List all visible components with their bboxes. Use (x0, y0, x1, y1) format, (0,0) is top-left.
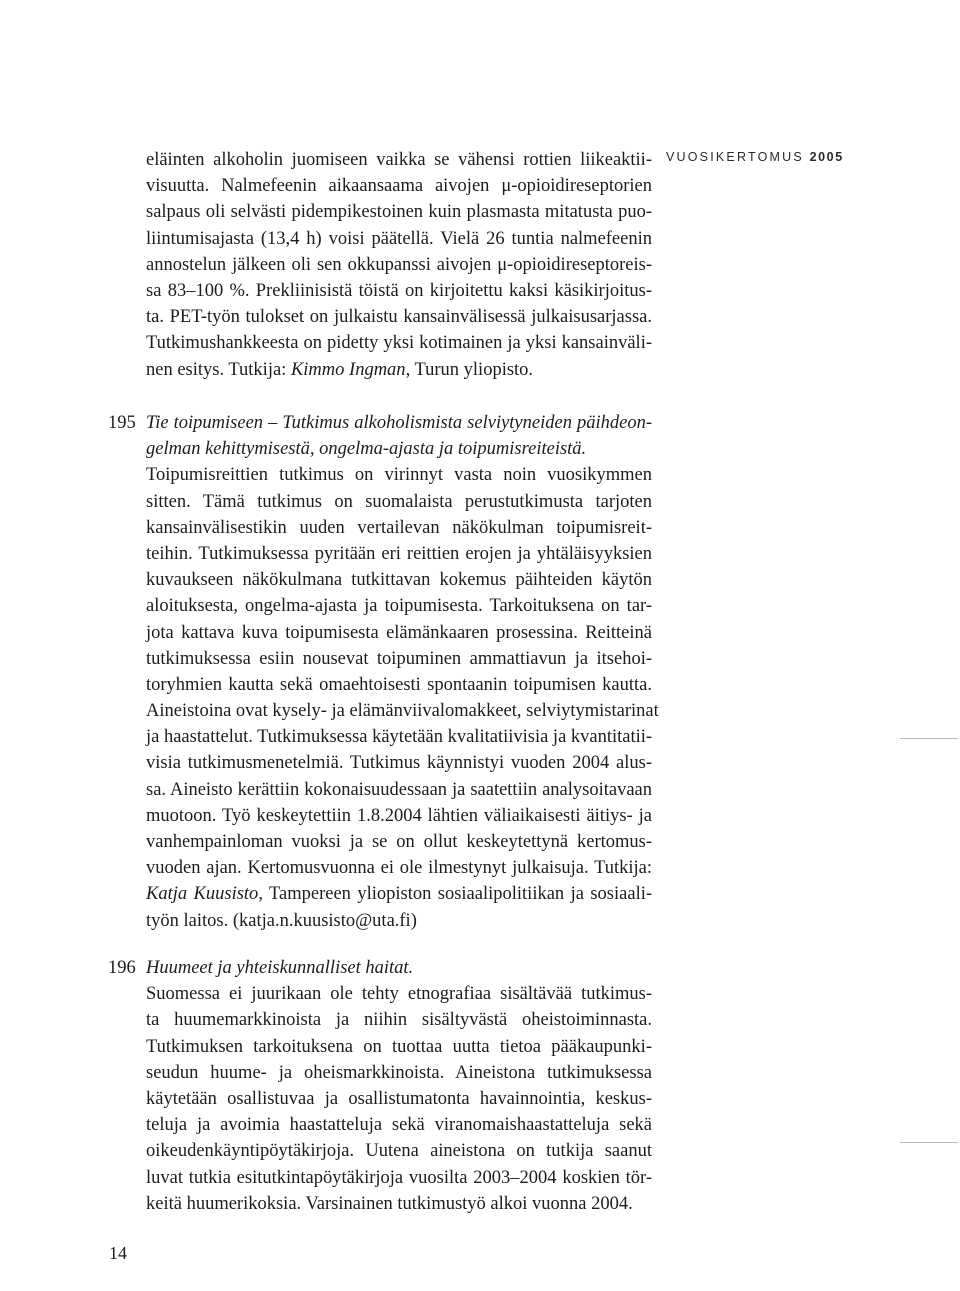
text-line: kansainvälisestikin uuden vertailevan näkökulman toipumisreit- (146, 517, 652, 538)
text-line: toryhmien kautta sekä omaehtoisesti spontaanin toipumisen kautta. (146, 674, 652, 695)
text-line: luvat tutkia esitutkintapöytäkirjoja vuosilta 2003–2004 koskien tör- (146, 1167, 652, 1188)
text-line: muotoon. Työ keskeytettiin 1.8.2004 lähtien väliaikaisesti äitiys- ja (146, 805, 652, 826)
researcher-label: nen esitys. Tutkija: (146, 359, 291, 380)
entry-title-line: Huumeet ja yhteiskunnalliset haitat. (146, 958, 414, 978)
text-line: vanhempainloman vuoksi ja se on ollut keskeytettynä kertomus- (146, 832, 652, 852)
text-line: ta. PET-työn tulokset on julkaistu kansainvälisessä julkaisusarjassa. (146, 307, 652, 328)
entry-title-line: gelman kehittymisestä, ongelma-ajasta ja toipumisreiteistä. (146, 439, 587, 460)
entry-number-195: 195 (108, 413, 136, 433)
running-head-year: 2005 (809, 150, 844, 164)
text-line: visuutta. Nalmefeenin aikaansaama aivojen μ-opioidireseptorien (146, 176, 652, 197)
text-line (146, 357, 652, 383)
text-line: annostelun jälkeen oli sen okkupanssi aivojen μ-opioidireseptoreis- (146, 254, 652, 275)
text-line: sitten. Tämä tutkimus on suomalaista perustutkimusta tarjoten (146, 491, 652, 512)
researcher-affiliation: , Tampereen yliopiston sosiaalipolitiikan ja sosiaali- (258, 884, 653, 905)
entry-195 (146, 410, 659, 934)
text-line: Tutkimuksen tarkoituksena on tuottaa uutta tietoa pääkaupunki- (146, 1036, 652, 1057)
margin-rule (900, 1142, 958, 1143)
text-line: käytetään osallistuvaa ja osallistumatonta havainnointia, keskus- (146, 1088, 652, 1109)
text-line: eläinten alkoholin juomiseen vaikka se vähensi rottien liikeaktii- (146, 150, 652, 170)
text-line: teihin. Tutkimuksessa pyritään eri reittien erojen ja yhtäläisyyksien (146, 543, 652, 564)
text-line: jota kattava kuva toipumisesta elämänkaaren prosessina. Reitteinä (146, 622, 652, 643)
text-line: Aineistoina ovat kysely- ja elämänviivalomakkeet, selviytymistarinat (146, 701, 659, 722)
text-line: Suomessa ei juurikaan ole tehty etnografiaa sisältävää tutkimus- (146, 984, 652, 1005)
text-line: teluja ja avoimia haastatteluja sekä viranomaishaastatteluja sekä (146, 1115, 652, 1136)
entry-number-196: 196 (108, 958, 136, 978)
text-line: kuvaukseen näkökulmana tutkittavan kokemus päihteiden käytön (146, 570, 652, 591)
researcher-name: Kimmo Ingman (290, 359, 406, 380)
page-number: 14 (109, 1243, 127, 1263)
text-line: työn laitos. (katja.n.kuusisto@uta.fi) (146, 910, 417, 931)
text-line: visia tutkimusmenetelmiä. Tutkimus käynnistyi vuoden 2004 alus- (146, 753, 652, 774)
text-line: liintumisajasta (13,4 h) voisi päätellä. Vielä 26 tuntia nalmefeenin (146, 228, 652, 249)
entry-title-line: Tie toipumiseen – Tutkimus alkoholismista selviytyneiden päihdeon- (146, 413, 652, 433)
text-line: seudun huume- ja oheismarkkinoista. Aineistona tutkimuksessa (146, 1062, 652, 1083)
intro-paragraph (146, 147, 652, 383)
margin-rule (900, 738, 958, 739)
text-line: keitä huumerikoksia. Varsinainen tutkimustyö alkoi vuonna 2004. (146, 1193, 633, 1214)
entry-196 (146, 955, 652, 1217)
researcher-affiliation: , Turun yliopisto. (405, 359, 534, 380)
text-line: sa. Aineisto kerättiin kokonaisuudessaan ja saatettiin analysoitavaan (146, 779, 652, 800)
text-line: Toipumisreittien tutkimus on virinnyt vasta noin vuosikymmen (146, 465, 652, 486)
text-line: salpaus oli selvästi pidempikestoinen kuin plasmasta mitatusta puo- (146, 202, 652, 223)
researcher-name: Katja Kuusisto (146, 884, 259, 905)
text-line: Tutkimushankkeesta on pidetty yksi kotimainen ja yksi kansainväli- (146, 333, 652, 354)
text-line: ta huumemarkkinoista ja niihin sisältyvästä oheistoiminnasta. (146, 1010, 652, 1031)
text-line: ja haastattelut. Tutkimuksessa käytetään kvalitatiivisia ja kvantitatii- (146, 727, 653, 748)
text-line: vuoden ajan. Kertomusvuonna ei ole ilmestynyt julkaisuja. Tutkija: (146, 858, 652, 879)
text-line: oikeudenkäyntipöytäkirjoja. Uutena aineistona on tutkija saanut (146, 1141, 652, 1162)
running-head-label: VUOSIKERTOMUS (666, 150, 804, 164)
text-line: aloituksesta, ongelma-ajasta ja toipumisesta. Tarkoituksena on tar- (146, 596, 652, 617)
running-head (666, 150, 844, 164)
text-line: tutkimuksessa esiin nousevat toipuminen ammattiavun ja itsehoi- (146, 648, 652, 669)
text-line: sa 83–100 %. Prekliinisistä töistä on kirjoitettu kaksi käsikirjoitus- (146, 280, 652, 301)
text-line (146, 881, 652, 907)
